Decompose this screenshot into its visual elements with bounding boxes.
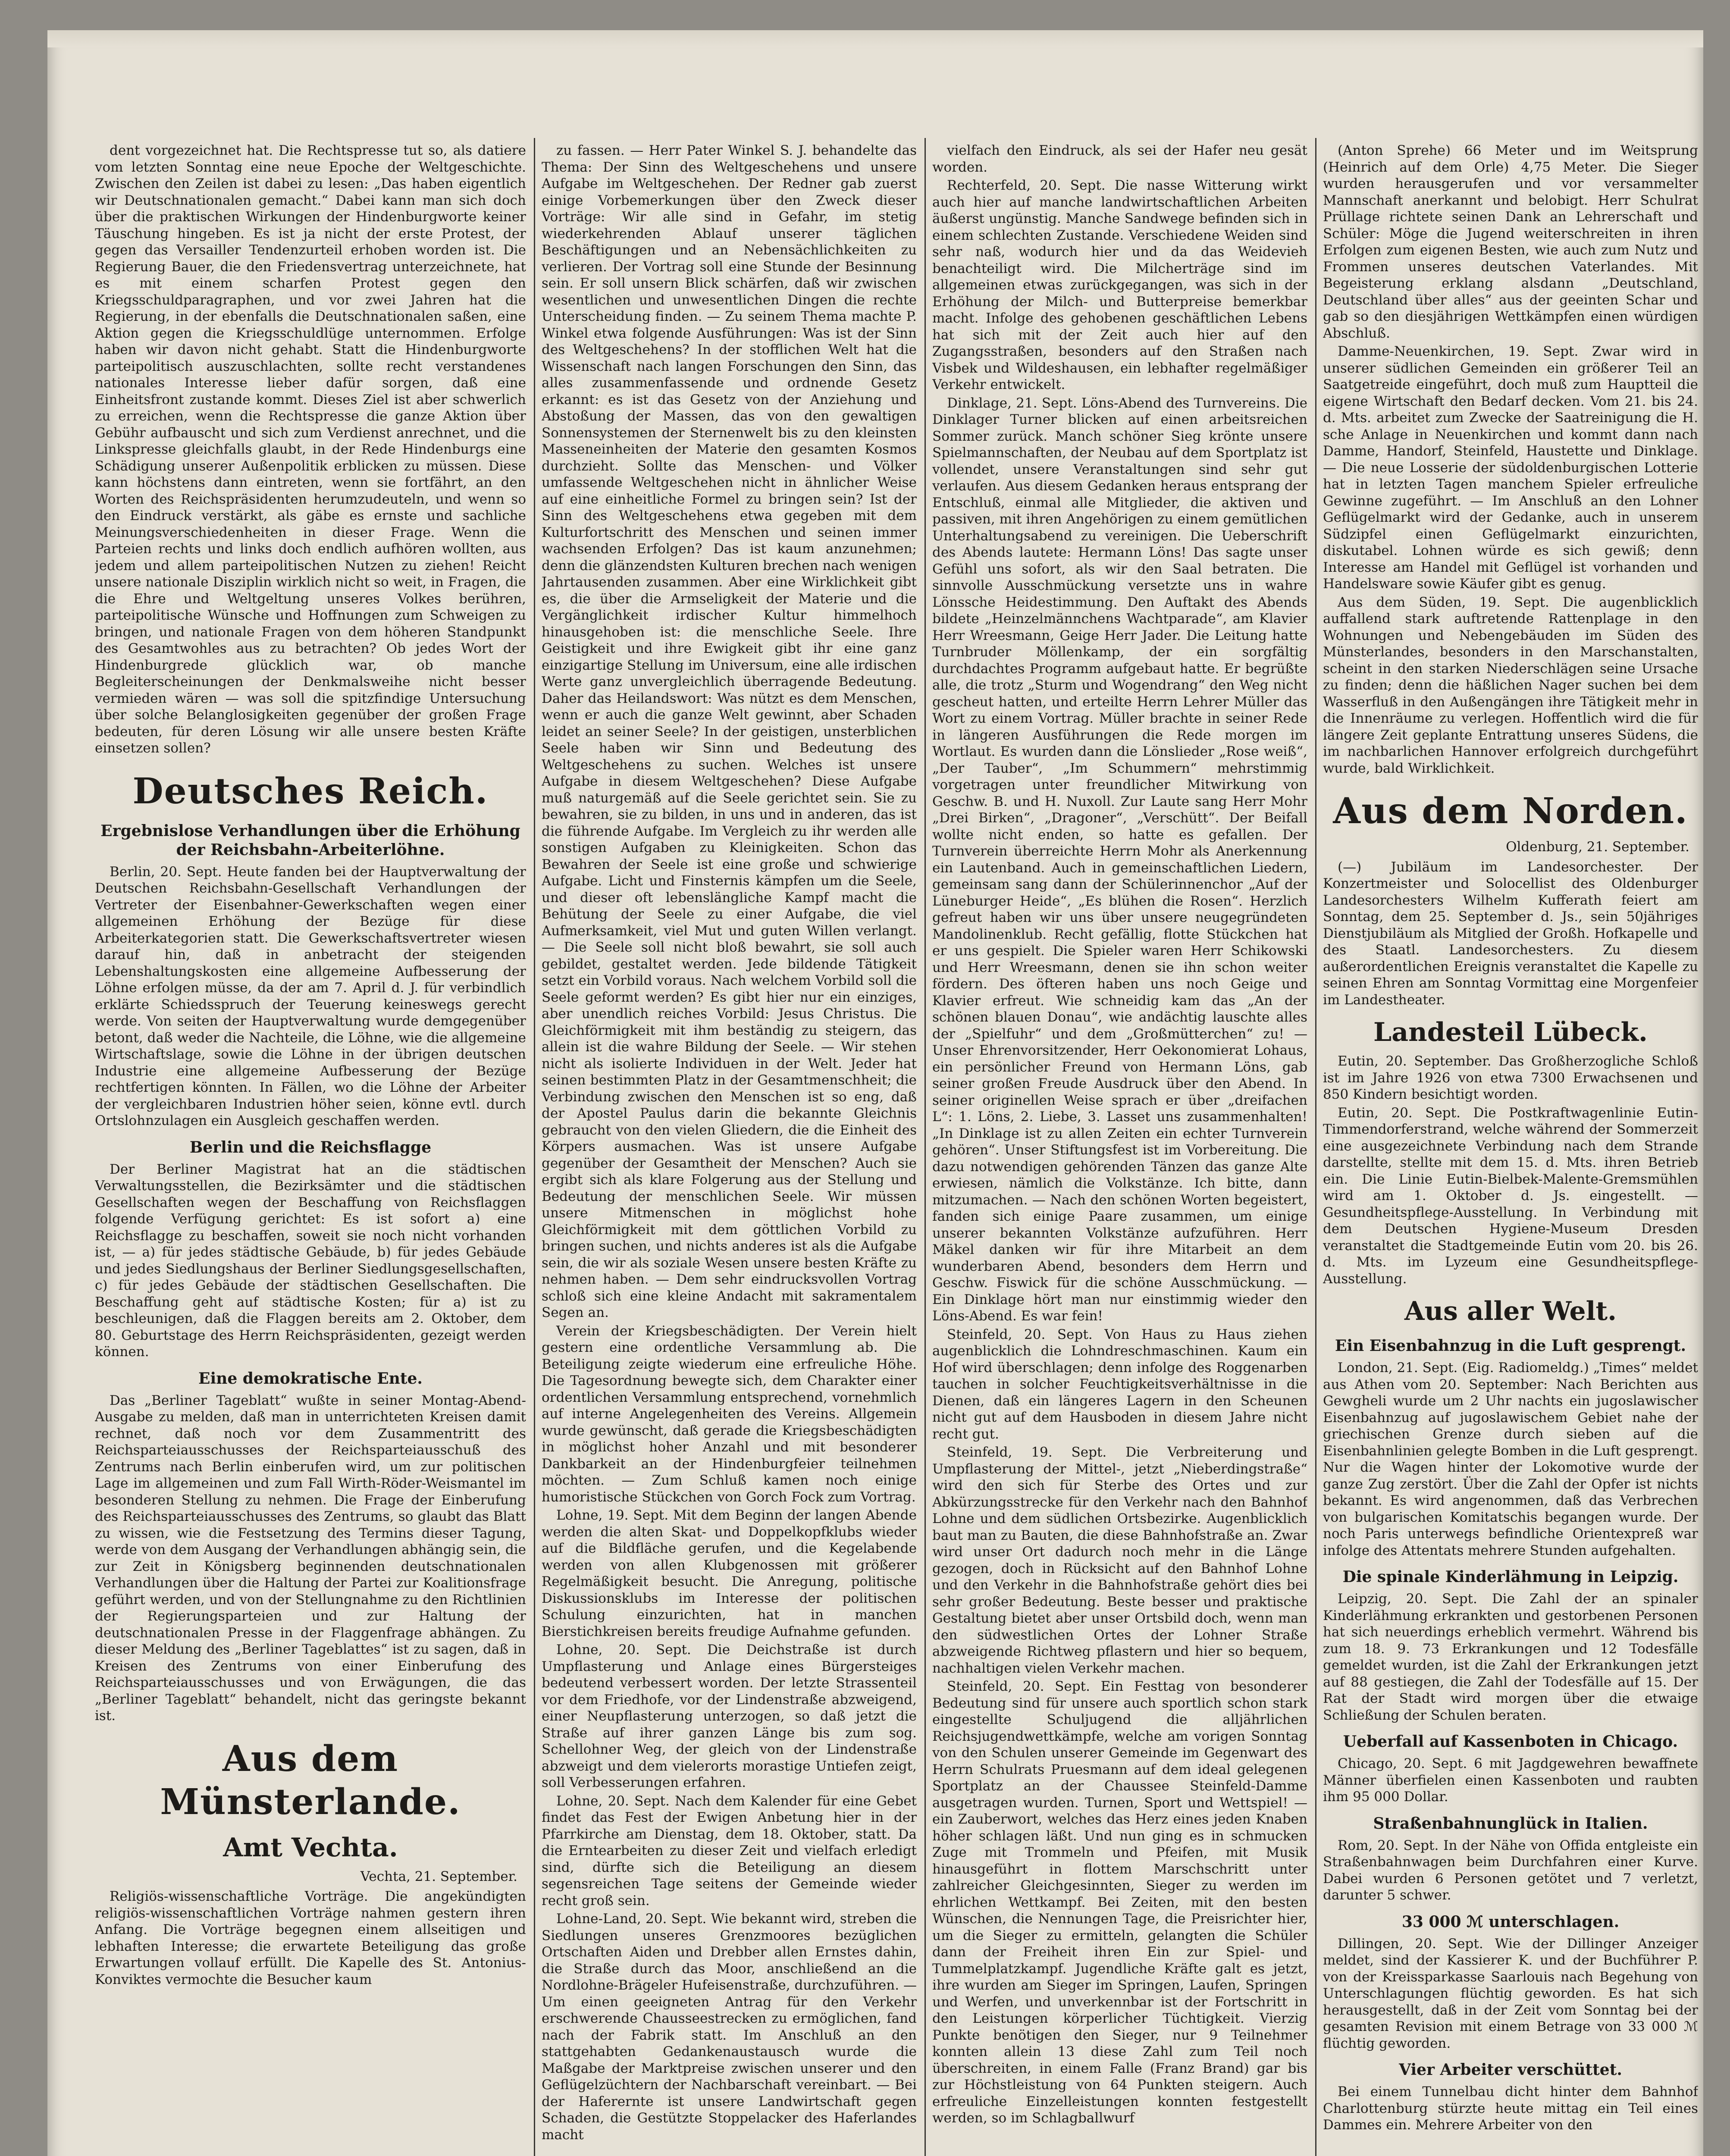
article-paragraph: Religiös-wissenschaftliche Vorträge. Die angekündigten religiös-wissenschaftlichen Vorträge nahmen gestern ihren Anfang. Die Vorträge begegnen einem allseitigen und lebhaften Interesse; die erwartete Beteiligung das große Erwartungen vollauf erfüllt. Die Kapelle des St. Antonius-Konviktes vermochte die Besucher kaum (95, 1889, 526, 1987)
article-paragraph: Lohne, 19. Sept. Mit dem Beginn der langen Abende werden die alten Skat- und Doppelkopfklubs wieder auf die Bildfläche gerufen, und die Kegelabende werden von allen Klubgenossen mit größerer Regelmäßigkeit besucht. Die Anregung, politische Diskussionsklubs im Interesse der politischen Schulung einzurichten, hat in manchen Bierstichkreisen bereits freudige Aufnahme gefunden. (542, 1507, 917, 1639)
article-paragraph: Steinfeld, 20. Sept. Von Haus zu Haus ziehen augenblicklich die Lohndreschmaschinen. Kaum ein Hof wird überschlagen; denn infolge des Roggenarben tauchen in solcher Feuchtigkeitsverhältnisse in die Dienen, daß ein längeres Lagern in den Scheunen nicht gut auf dem Hausboden in diesem Jahre nicht recht gut. (932, 1326, 1307, 1442)
article-headline: Ergebnislose Verhandlungen über die Erhöhung der Reichsbahn-Arbeiterlöhne. (100, 821, 520, 859)
article-paragraph: Das „Berliner Tageblatt“ wußte in seiner Montag-Abend-Ausgabe zu melden, daß man in unterrichteten Kreisen damit rechnet, daß noch vor dem Zusammentritt des Reichsparteiausschusses der Reichsparteiausschuß des Zentrums nach Berlin einberufen wird, um zur politischen Lage im allgemeinen und zum Fall Wirth-Röder-Weismantel im besonderen Stellung zu nehmen. Die Frage der Einberufung des Reichsparteiausschusses des Zentrums, so glaubt das Blatt zu wissen, wie die Festsetzung des Termins dieser Tagung, werde von dem Ausgang der Verhandlungen abhängig sein, die zur Zeit in Königsberg beginnenden deutschnationalen Verhandlungen über die Haltung der Partei zur Koalitionsfrage geführt werden, und von der Stellungnahme zu den Richtlinien der Regierungsparteien und zur Haltung der deutschnationalen Presse in der Flaggenfrage abhängen. Zu dieser Meldung des „Berliner Tageblattes“ ist zu sagen, daß in Kreisen des Zentrums von einer Einberufung des Reichsparteiausschusses und von Erwägungen, die das „Berliner Tageblatt“ behandelt, nicht das geringste bekannt ist. (95, 1392, 526, 1724)
article-paragraph: Lohne, 20. Sept. Die Deichstraße ist durch Umpflasterung und Anlage eines Bürgersteiges bedeutend verbessert worden. Der letzte Strassenteil vor dem Friedhofe, vor der Lindenstraße abzweigend, einer Neupflasterung unterzogen, so daß jetzt die Straße auf ihrer ganzen Länge bis zum sog. Schellohner Weg, der gleich von der Lindenstraße abzweigt und dem vielerorts morastige Untiefen zeigt, soll Verbesserungen erfahren. (542, 1642, 917, 1790)
article-paragraph: zu fassen. — Herr Pater Winkel S. J. behandelte das Thema: Der Sinn des Weltgeschehens und unsere Aufgabe im Weltgeschehen. Der Redner gab zuerst einige Vorbemerkungen über den Zweck dieser Vorträge: Wir alle sind in Gefahr, im stetig wiederkehrenden Ablauf unserer täglichen Beschäftigungen und an Nebensächlichkeiten zu verlieren. Der Vortrag soll eine Stunde der Besinnung sein. Er soll unsern Blick schärfen, daß wir zwischen wesentlichen und unwesentlichen Dingen die rechte Unterscheidung finden. — Zu seinem Thema machte P. Winkel etwa folgende Ausführungen: Was ist der Sinn des Weltgeschehens? In der stofflichen Welt hat die Wissenschaft nach langen Forschungen den Sinn, das alles zusammenfassende und ordnende Gesetz erkannt: es ist das Gesetz von der Anziehung und Abstoßung der Massen, das von den gewaltigen Sonnensystemen der Sternenwelt bis zu den kleinsten Masseneinheiten der Materie den gesamten Kosmos durchzieht. Sollte das Menschen- und Völker umfassende Weltgeschehen nicht in ähnlicher Weise auf eine einheitliche Formel zu bringen sein? Ist der Sinn des Weltgeschehens etwa gegeben mit dem Kulturfortschritt des Menschen und seinen immer wachsenden Erfolgen? Das ist kaum anzunehmen; denn die glänzendsten Kulturen brechen nach wenigen Jahrtausenden zusammen. Aber eine Wirklichkeit gibt es, die über die Armseligkeit der Materie und die Vergänglichkeit irdischer Kultur himmelhoch hinausgehoben ist: die menschliche Seele. Ihre Geistigkeit und ihre Ewigkeit gibt ihr eine ganz einzigartige Stellung im Universum, eine alle irdischen Werte ganz unvergleichlich überragende Bedeutung. Daher das Heilandswort: Was nützt es dem Menschen, wenn er auch die ganze Welt gewinnt, aber Schaden leidet an seiner Seele? In der geistigen, unsterblichen Seele haben wir Sinn und Bedeutung des Weltgeschehens zu suchen. Welches ist unsere Aufgabe in diesem Weltgeschehen? Diese Aufgabe muß naturgemäß auf die Seele gerichtet sein. Sie zu bewahren, sie zu bilden, in uns und in anderen, das ist die führende Aufgabe. Im Vergleich zu ihr werden alle sonstigen Aufgaben zu Kleinigkeiten. Schon das Bewahren der Seele ist eine große und schwierige Aufgabe. Licht und Finsternis kämpfen um die Seele, und dieser oft lebenslängliche Kampf macht die Behütung der Seele zu einer Aufgabe, die viel Aufmerksamkeit, viel Mut und guten Willen verlangt. — Die Seele soll nicht bloß bewahrt, sie soll auch gebildet, gestaltet werden. Jede bildende Tätigkeit setzt ein Vorbild voraus. Nach welchem Vorbild soll die Seele geformt werden? Es gibt hier nur ein einziges, aber unendlich reiches Vorbild: Jesus Christus. Die Gleichförmigkeit mit ihm beständig zu steigern, das allein ist die wahre Bildung der Seele. — Wir stehen nicht als isolierte Individuen in der Welt. Jeder hat seinen bestimmten Platz in der Gesamtmenschheit; die Verbindung zwischen den Menschen ist so eng, daß der Apostel Paulus darin die bekannte Gleichnis gebraucht von den vielen Gliedern, die die Einheit des Körpers ausmachen. Was ist unsere Aufgabe gegenüber der Gesamtheit der Menschen? Auch sie ergibt sich als klare Folgerung aus der Stellung und Bedeutung der menschlichen Seele. Wir müssen unsere Mitmenschen in möglichst hohe Gleichförmigkeit mit dem göttlichen Vorbild zu bringen suchen, und nichts anderes ist als die Aufgabe sein, die wir als soziale Wesen unsere besten Kräfte zu nehmen haben. — Dem sehr eindrucksvollen Vortrag schloß sich eine kleine Andacht mit sakramentalem Segen an. (542, 143, 917, 1320)
article-paragraph: Berlin, 20. Sept. Heute fanden bei der Hauptverwaltung der Deutschen Reichsbahn-Gesellschaft Verhandlungen der Vertreter der Eisenbahner-Gewerkschaften wegen einer allgemeinen Erhöhung der Bezüge für diese Arbeiterkategorien statt. Die Gewerkschaftsvertreter wiesen darauf hin, daß in anbetracht der steigenden Lebenshaltungskosten eine allgemeine Aufbesserung der Löhne erfolgen müsse, da der am 7. April d. J. für verbindlich erklärte Schiedsspruch der Teuerung keineswegs gerecht werde. Von seiten der Hauptverwaltung wurde demgegenüber betont, daß weder die Nachteile, die Löhne, wie die allgemeine Wirtschaftslage, sowie die Löhne in der übrigen deutschen Industrie eine allgemeine Aufbesserung der Bezüge rechtfertigen könnten. In Fällen, wo die Löhne der Arbeiter der vergleichbaren Industrien höher seien, könne evtl. durch Ortslohnzulagen ein Ausgleich geschaffen werden. (95, 864, 526, 1128)
column-4 (1323, 142, 1698, 2156)
article-paragraph: Eutin, 20. September. Das Großherzogliche Schloß ist im Jahre 1926 von etwa 7300 Erwachsenen und 850 Kindern besichtigt worden. (1323, 1053, 1698, 1102)
column-1 (95, 142, 526, 2156)
subsection-heading: Landesteil Lübeck. (1373, 1017, 1648, 1047)
article-paragraph: (—) Jubiläum im Landesorchester. Der Konzertmeister und Solocellist des Oldenburger Landesorchesters Wilhelm Kufferath feiert am Sonntag, dem 25. September d. Js., sein 50jähriges Dienstjubiläum als Mitglied der Großh. Hofkapelle und des Staatl. Landesorchesters. Zu diesem außerordentlichen Ereignis veranstaltet die Kapelle zu seinen Ehren am Sonntag Vormittag eine Morgenfeier im Landestheater. (1323, 859, 1698, 1008)
article-paragraph: Dillingen, 20. Sept. Wie der Dillinger Anzeiger meldet, sind der Kassierer K. und der Buchführer P. von der Kreissparkasse Saarlouis nach Begehung von Unterschlagungen flüchtig geworden. Es hat sich herausgestellt, daß in der Zeit vom Sonntag bei der gesamten Revision mit einem Betrage von 33 000 ℳ flüchtig geworden. (1323, 1936, 1698, 2051)
article-paragraph: Steinfeld, 19. Sept. Die Verbreiterung und Umpflasterung der Mittel-, jetzt „Nieberdingstraße“ wird den sich für Sterbe des Ortes und zur Abkürzungsstrecke für den Verkehr nach den Bahnhof Lohne und dem südlichen Ortsbezirke. Augenblicklich baut man zu Bauten, die diese Bahnhofstraße an. Zwar wird unser Ort dadurch noch mehr in die Länge gezogen, doch in Rücksicht auf den Bahnhof Lohne und den Verkehr in die Bahnhofstraße gehört dies bei sehr großer Bedeutung. Beste besser und praktische Gestaltung bietet aber unser Ortsbild doch, wenn man den südwestlichen Ortes der Lohner Straße abzweigende Richtweg pflastern und hier so bequem, nachhaltigen vielen Verkehr machen. (932, 1445, 1307, 1676)
article-paragraph: Der Berliner Magistrat hat an die städtischen Verwaltungsstellen, die Bezirksämter und die städtischen Gesellschaften wegen der Beschaffung von Reichsflaggen folgende Verfügung gerichtet: Es ist sofort a) eine Reichsflagge zu beschaffen, soweit sie noch nicht vorhanden ist, — a) für jedes städtische Gebäude, b) für jedes Gebäude und jedes Siedlungshaus der Berliner Siedlungsgesellschaften, c) für jedes Gebäude der städtischen Gesellschaften. Die Beschaffung geht auf städtische Kosten; für a) ist zu beschleunigen, daß die Flaggen bereits am 2. Oktober, dem 80. Geburtstage des Herrn Reichspräsidenten, gezeigt werden können. (95, 1161, 526, 1360)
article-paragraph: Dinklage, 21. Sept. Löns-Abend des Turnvereins. Die Dinklager Turner blicken auf einen arbeitsreichen Sommer zurück. Manch schöner Sieg krönte unsere Spielmannschaften, der Neubau auf dem Sportplatz ist vollendet, unsere Veranstaltungen sind sehr gut verlaufen. Aus diesem Gedanken heraus entsprang der Entschluß, einmal alle Mitglieder, die aktiven und passiven, mit ihren Angehörigen zu einem gemütlichen Unterhaltungsabend zu vereinigen. Die Ueberschrift des Abends lautete: Hermann Löns! Das sagte unser Gefühl uns sofort, als wir den Saal betraten. Die sinnvolle Ausschmückung versetzte uns in wahre Lönssche Heidestimmung. Den Auftakt des Abends bildete „Heinzelmännchens Wachtparade“, am Klavier Herr Wreesmann, Geige Herr Jader. Die Leitung hatte Turnbruder Möllenkamp, der ein sorgfältig durchdachtes Programm aufgebaut hatte. Er begrüßte alle, die trotz „Sturm und Wogendrang“ den Weg nicht gescheut hatten, und erteilte Herrn Lehrer Müller das Wort zu einem Vortrag. Müller brachte in seiner Rede in längeren Ausführungen die Rede morgen im Wortlaut. Es wurden dann die Lönslieder „Rose weiß“, „Der Tauber“, „Im Schummern“ mehrstimmig vorgetragen unter freundlicher Mitwirkung von Geschw. B. und H. Nuxoll. Zur Laute sang Herr Mohr „Drei Birken“, „Dragoner“, „Verschütt“. Der Beifall wollte nicht enden, so hatte es gefallen. Der Turnverein überreichte Herrn Mohr als Anerkennung ein Lautenband. Auch in gemeinschaftlichen Liedern, gemeinsam sang dann der Schülerinnenchor „Auf der Lüneburger Heide“, „Es blühen die Rosen“. Herzlich gefreut haben wir uns über unsere neugegründeten Mandolinenklub. Recht gefällig, flotte Stückchen hat er uns gespielt. Die Spieler waren Herr Schikowski und Herr Wreesmann, denen sie ihn schon weiter fördern. Des öfteren haben uns noch Geige und Klavier erfreut. Wie schneidig kam das „An der schönen blauen Donau“, wie andächtig lauschte alles der „Spielfuhr“ und dem „Großmütterchen“ zu! — Unser Ehrenvorsitzender, Herr Oekonomierat Lohaus, ein persönlicher Freund von Hermann Löns, gab seiner großen Freude Ausdruck über den Abend. In seiner originellen Weise sprach er über „dreifachen L“: 1. Löns, 2. Liebe, 3. Lasset uns zusammenhalten! „In Dinklage ist zu allen Zeiten ein echter Turnverein gehören“. Unser Stiftungsfest ist im Vorbereitung. Die dazu notwendigen gehörenden Tänzen das ganze Alte erwiesen, nämlich die Volkstänze. Ich bitte, dann mitzumachen. — Nach den schönen Worten begeistert, fanden sich einige Paare zusammen, um einige unserer bekannten Volkstänze aufzuführen. Herr Mäkel danken wir für ihre Mitarbeit an dem wunderbaren Abend, besonders dem Herrn und Geschw. Fiswick für die schöne Ausschmückung. — Ein Dinklage hört man nur einstimmig wieder den Löns-Abend. Es war fein! (932, 395, 1307, 1324)
newspaper-page (47, 30, 1703, 2156)
article-paragraph: Lohne-Land, 20. Sept. Wie bekannt wird, streben die Siedlungen unseres Grenzmoores bezüglichen Ortschaften Aiden und Drebber allen Ernstes dahin, die Straße durch das Moor, anschließend an die Nordlohne-Brägeler Hufeisenstraße, durchzuführen. — Um einen geeigneten Antrag für den Verkehr erschwerende Chausseestrecken zu ermöglichen, fand nach der Fabrik statt. Im Anschluß an den stattgehabten Gedankenaustausch wurde die Maßgabe der Marktpreise zwischen unserer und den Geflügelzüchtern der Nachbarschaft vereinbart. — Bei der Haferernte ist unsere Landwirtschaft gegen Schaden, die Gestützte Stoppelacker des Haferlandes macht (542, 1911, 917, 2143)
article-headline: Ein Eisenbahnzug in die Luft gesprengt. (1335, 1337, 1686, 1355)
article-paragraph: Damme-Neuenkirchen, 19. Sept. Zwar wird in unserer südlichen Gemeinden ein größerer Teil an Saatgetreide eingeführt, doch muß zum Hauptteil die eigene Wirtschaft den Bedarf decken. Vom 21. bis 24. d. Mts. arbeitet zum Zwecke der Saatreinigung die H. sche Anlage in Neuenkirchen und kommt dann nach Damme, Handorf, Steinfeld, Haustette und Dinklage. — Die neue Losserie der südoldenburgischen Lotterie hat in letzten Tagen manchem Spieler erfreuliche Gewinne zugeführt. — Im Anschluß an den Lohner Geflügelmarkt wird der Gedanke, auch in unserem Südzipfel einen Geflügelmarkt einzurichten, diskutabel. Lohnen würde es sich gewiß; denn Interesse am Handel mit Geflügel ist vorhanden und Handelsware sowie Käufer gibt es genug. (1323, 344, 1698, 592)
article-paragraph: Aus dem Süden, 19. Sept. Die augenblicklich auffallend stark auftretende Rattenplage in den Wohnungen und Nebengebäuden im Süden des Münsterlandes, besonders in den Marschanstalten, scheint in den starken Niederschlägen seine Ursache zu finden; denn die häßlichen Nager suchen bei dem Wasserfluß in den Außengängen ihre Tätigkeit mehr in die Innenräume zu verlegen. Hoffentlich wird die für längere Zeit geplante Entrattung unseres Südens, die im nachbarlichen Hannover erfolgreich durchgeführt wurde, bald Wirklichkeit. (1323, 594, 1698, 776)
article-headline: Die spinale Kinderlähmung in Leipzig. (1342, 1568, 1679, 1586)
article-headline: Straßenbahnunglück in Italien. (1373, 1814, 1648, 1833)
article-paragraph: Steinfeld, 20. Sept. Ein Festtag von besonderer Bedeutung sind für unsere auch sportlich schon stark eingestellte Schuljugend die alljährlichen Reichsjugendwettkämpfe, welche am vorigen Sonntag von den Schulen unserer Gemeinde im Gegenwart des Herrn Schulrats Pruesmann auf dem ideal gelegenen Sportplatz an der Chaussee Steinfeld-Damme ausgetragen wurden. Turnen, Sport und Wettspiel! — ein Zauberwort, welches das Herz eines jeden Knaben höher schlagen läßt. Und nun ging es in schmucken Zuge mit Trommeln und Pfeifen, mit Musik hinausgeführt in flottem Marschschritt unter zahlreicher Gleichgesinnten, Sieger zu werden im ehrlichen Wettkampf. Bei Zeiten, mit den besten Wünschen, die Nennungen Tage, die Preisrichter hier, um die Sieger zu ermitteln, gelangten die Schüler dann der Freiheit ihren Ein zur Spiel- und Tummelplatzkampf. Jugendliche Kräfte galt es jetzt, ihre wurden am Sieger im Springen, Laufen, Springen und Werfen, und unverkennbar ist der Fortschritt in den Leistungen körperlicher Tüchtigkeit. Vierzig Punkte benötigen den Sieger, nur 9 Teilnehmer konnten allein 13 diese Zahl zum Teil noch überschreiten, in einem Falle (Franz Brand) gar bis zur Höchstleistung von 64 Punkten steigern. Auch erfreuliche Einzelleistungen konnten festgestellt werden, so im Schlagballwurf (932, 1679, 1307, 2126)
article-paragraph: vielfach den Eindruck, als sei der Hafer neu gesät worden. (932, 143, 1307, 175)
dateline: Vechta, 21. September. (360, 1868, 517, 1884)
article-headline: 33 000 ℳ unterschlagen. (1401, 1912, 1620, 1931)
article-paragraph: Chicago, 20. Sept. 6 mit Jagdgewehren bewaffnete Männer überfielen einen Kassenboten und raubten ihm 95 000 Dollar. (1323, 1756, 1698, 1805)
page-top-edge (47, 30, 1703, 47)
section-heading: Aus dem Münsterlande. (160, 1738, 461, 1823)
article-headline: Ueberfall auf Kassenboten in Chicago. (1343, 1733, 1678, 1751)
article-paragraph: Eutin, 20. Sept. Die Postkraftwagenlinie Eutin-Timmendorferstrand, welche während der Sommerzeit eine ausgezeichnete Verbindung nach dem Strande darstellte, stellte mit dem 15. d. Mts. ihren Betrieb ein. Die Linie Eutin-Bielbek-Malente-Gremsmühlen wird am 1. Oktober d. Js. eingestellt. — Gesundheitspflege-Ausstellung. In Verbindung mit dem Deutschen Hygiene-Museum Dresden veranstaltet die Stadtgemeinde Eutin vom 20. bis 26. d. Mts. im Lyzeum eine Gesundheitspflege-Ausstellung. (1323, 1105, 1698, 1287)
article-paragraph: London, 21. Sept. (Eig. Radiomeldg.) „Times“ meldet aus Athen vom 20. September: Nach Berichten aus Gewgheli wurde um 2 Uhr nachts ein jugoslawischer Eisenbahnzug auf jugoslawischem Gebiet nahe der griechischen Grenze durch sieben auf die Eisenbahnlinien gelegte Bomben in die Luft gesprengt. Nur die Wagen hinter der Lokomotive wurde der ganze Zug zerstört. Über die Zahl der Opfer ist nichts bekannt. Es wird angenommen, daß das Verbrechen von bulgarischen Komitatschis begangen wurde. Der noch Paris unterwegs befindliche Orientexpreß war infolge des Attentats mehrere Stunden aufgehalten. (1323, 1360, 1698, 1558)
section-heading: Deutsches Reich. (132, 770, 489, 812)
column-divider (534, 138, 535, 2156)
column-divider (925, 138, 926, 2156)
article-paragraph: Leipzig, 20. Sept. Die Zahl der an spinaler Kinderlähmung erkrankten und gestorbenen Personen hat sich neuerdings erheblich vermehrt. Während bis zum 18. 9. 73 Erkrankungen und 12 Todesfälle gemeldet wurden, ist die Zahl der Erkrankungen jetzt auf 88 gestiegen, die Zahl der Todesfälle auf 15. Der Rat der Stadt wird morgen über die etwaige Schließung der Schulen beraten. (1323, 1591, 1698, 1723)
column-2 (542, 142, 917, 2156)
subsection-heading: Amt Vechta. (223, 1832, 398, 1863)
article-paragraph: Rom, 20. Sept. In der Nähe von Offida entgleiste ein Straßenbahnwagen beim Durchfahren einer Kurve. Dabei wurden 6 Personen getötet und 7 verletzt, darunter 5 schwer. (1323, 1837, 1698, 1903)
article-headline: Eine demokratische Ente. (198, 1369, 423, 1388)
article-paragraph: (Anton Sprehe) 66 Meter und im Weitsprung (Heinrich auf dem Orle) 4,75 Meter. Die Sieger wurden herausgerufen und vor versammelter Mannschaft anerkannt und belobigt. Herr Schulrat Prüllage richtete seinen Dank an Lehrerschaft und Schüler: Möge die Jugend weiterschreiten in ihren Erfolgen zum eigenen Besten, wie auch zum Nutz und Frommen unseres deutschen Vaterlandes. Mit Begeisterung erklang alsdann „Deutschland, Deutschland über alles“ aus der geeinten Schar und gab so den diesjährigen Wettkämpfen einen würdigen Abschluß. (1323, 143, 1698, 341)
article-paragraph: Verein der Kriegsbeschädigten. Der Verein hielt gestern eine ordentliche Versammlung ab. Die Beteiligung zeigte wiederum eine erfreuliche Höhe. Die Tagesordnung bewegte sich, dem Charakter einer ordentlichen Versammlung entsprechend, vornehmlich auf interne Angelegenheiten des Vereins. Allgemein wurde gewünscht, daß gerade die Kriegsbeschädigten in möglichst hoher Anzahl und mit besonderer Dankbarkeit an der Hindenburgfeier teilnehmen möchten. — Zum Schluß kamen noch einige humoristische Stückchen von Gorch Fock zum Vortrag. (542, 1323, 917, 1505)
section-heading: Aus dem Norden. (1333, 790, 1688, 832)
column-divider (1315, 138, 1316, 2156)
article-headline: Berlin und die Reichsflagge (189, 1138, 432, 1156)
article-paragraph: Bei einem Tunnelbau dicht hinter dem Bahnhof Charlottenburg stürzte heute mittag ein Teil eines Dammes ein. Mehrere Arbeiter von den (1323, 2084, 1698, 2133)
subsection-heading: Aus aller Welt. (1404, 1296, 1617, 1326)
dateline: Oldenburg, 21. September. (1506, 839, 1689, 855)
article-headline: Vier Arbeiter verschüttet. (1399, 2061, 1622, 2079)
article-paragraph: Rechterfeld, 20. Sept. Die nasse Witterung wirkt auch hier auf manche landwirtschaftlichen Arbeiten äußerst ungünstig. Manche Sandwege befinden sich in einem schlechten Zustande. Verschiedene Weiden sind sehr naß, wodurch hier und da das Weidevieh benachteiligt wird. Die Milcherträge sind im allgemeinen etwas zurückgegangen, was sich in der Erhöhung der Milch- und Butterpreise bemerkbar macht. Infolge des gehobenen geschäftlichen Lebens hat sich mit der Zeit auch hier auf den Zugangsstraßen, besonders auf den Straßen nach Visbek und Wildeshausen, ein lebhafter regelmäßiger Verkehr entwickelt. (932, 178, 1307, 392)
column-3 (932, 142, 1307, 2156)
article-paragraph: Lohne, 20. Sept. Nach dem Kalender für eine Gebet findet das Fest der Ewigen Anbetung hier in der Pfarrkirche am Dienstag, dem 18. Oktober, statt. Da die Erntearbeiten zu dieser Zeit und vielfach erledigt sind, dürfte sich die Beteiligung an diesem segensreichen Tage seitens der Gemeinde wieder recht groß sein. (542, 1793, 917, 1908)
article-paragraph: dent vorgezeichnet hat. Die Rechtspresse tut so, als datiere vom letzten Sonntag eine neue Epoche der Weltgeschichte. Zwischen den Zeilen ist dabei zu lesen: „Das haben eigentlich wir Deutschnationalen gemacht.“ Dabei kann man sich doch über die praktischen Wirkungen der Hindenburgworte keiner Täuschung hingeben. Es ist ja nicht der erste Protest, der gegen das Versailler Tendenzurteil erhoben worden ist. Die Regierung Bauer, die den Friedensvertrag unterzeichnete, hat es mit einem scharfen Protest gegen den Kriegsschuldparagraphen, und vor zwei Jahren hat die Regierung, in der ebenfalls die Deutschnationalen saßen, eine Aktion gegen die Kriegsschuldlüge unternommen. Erfolge haben wir davon nicht gehabt. Statt die Hindenburgworte parteipolitisch auszuschlachten, sollte recht verstandenes nationales Interesse lieber dafür sorgen, daß eine Einheitsfront zustande kommt. Dieses Ziel ist aber schwerlich zu erreichen, wenn die Rechtspresse die ganze Aktion über Gebühr aufbauscht und sich zum Verdienst anrechnet, und die Linkspresse gleichfalls glaubt, in der Rede Hindenburgs eine Schädigung unserer Außenpolitik erblicken zu müssen. Diese kann höchstens dann eintreten, wenn sie fortfährt, an den Worten des Reichspräsidenten herumzudeuteln, und wenn so den Eindruck verstärkt, als gäbe es ernste und sachliche Meinungsverschiedenheiten in dieser Frage. Wenn die Parteien rechts und links doch endlich aufhören wollten, aus jedem und allem parteipolitischen Nutzen zu ziehen! Reicht unsere nationale Disziplin wirklich nicht so weit, in Fragen, die die Ehre und Weltgeltung unseres Volkes berühren, parteipolitische Wünsche und Hoffnungen zum Schweigen zu bringen, und nationale Fragen von dem höheren Standpunkt des Gesamtwohles aus zu betrachten? Ob jedes Wort der Hindenburgrede glücklich war, ob manche Begleiterscheinungen der Denkmalsweihe nicht besser vermieden wären — was soll die spitzfindige Untersuchung über solche Belanglosigkeiten gegenüber der großen Frage bedeuten, für deren Lösung wir alle unsere besten Kräfte einsetzen sollen? (95, 143, 526, 756)
